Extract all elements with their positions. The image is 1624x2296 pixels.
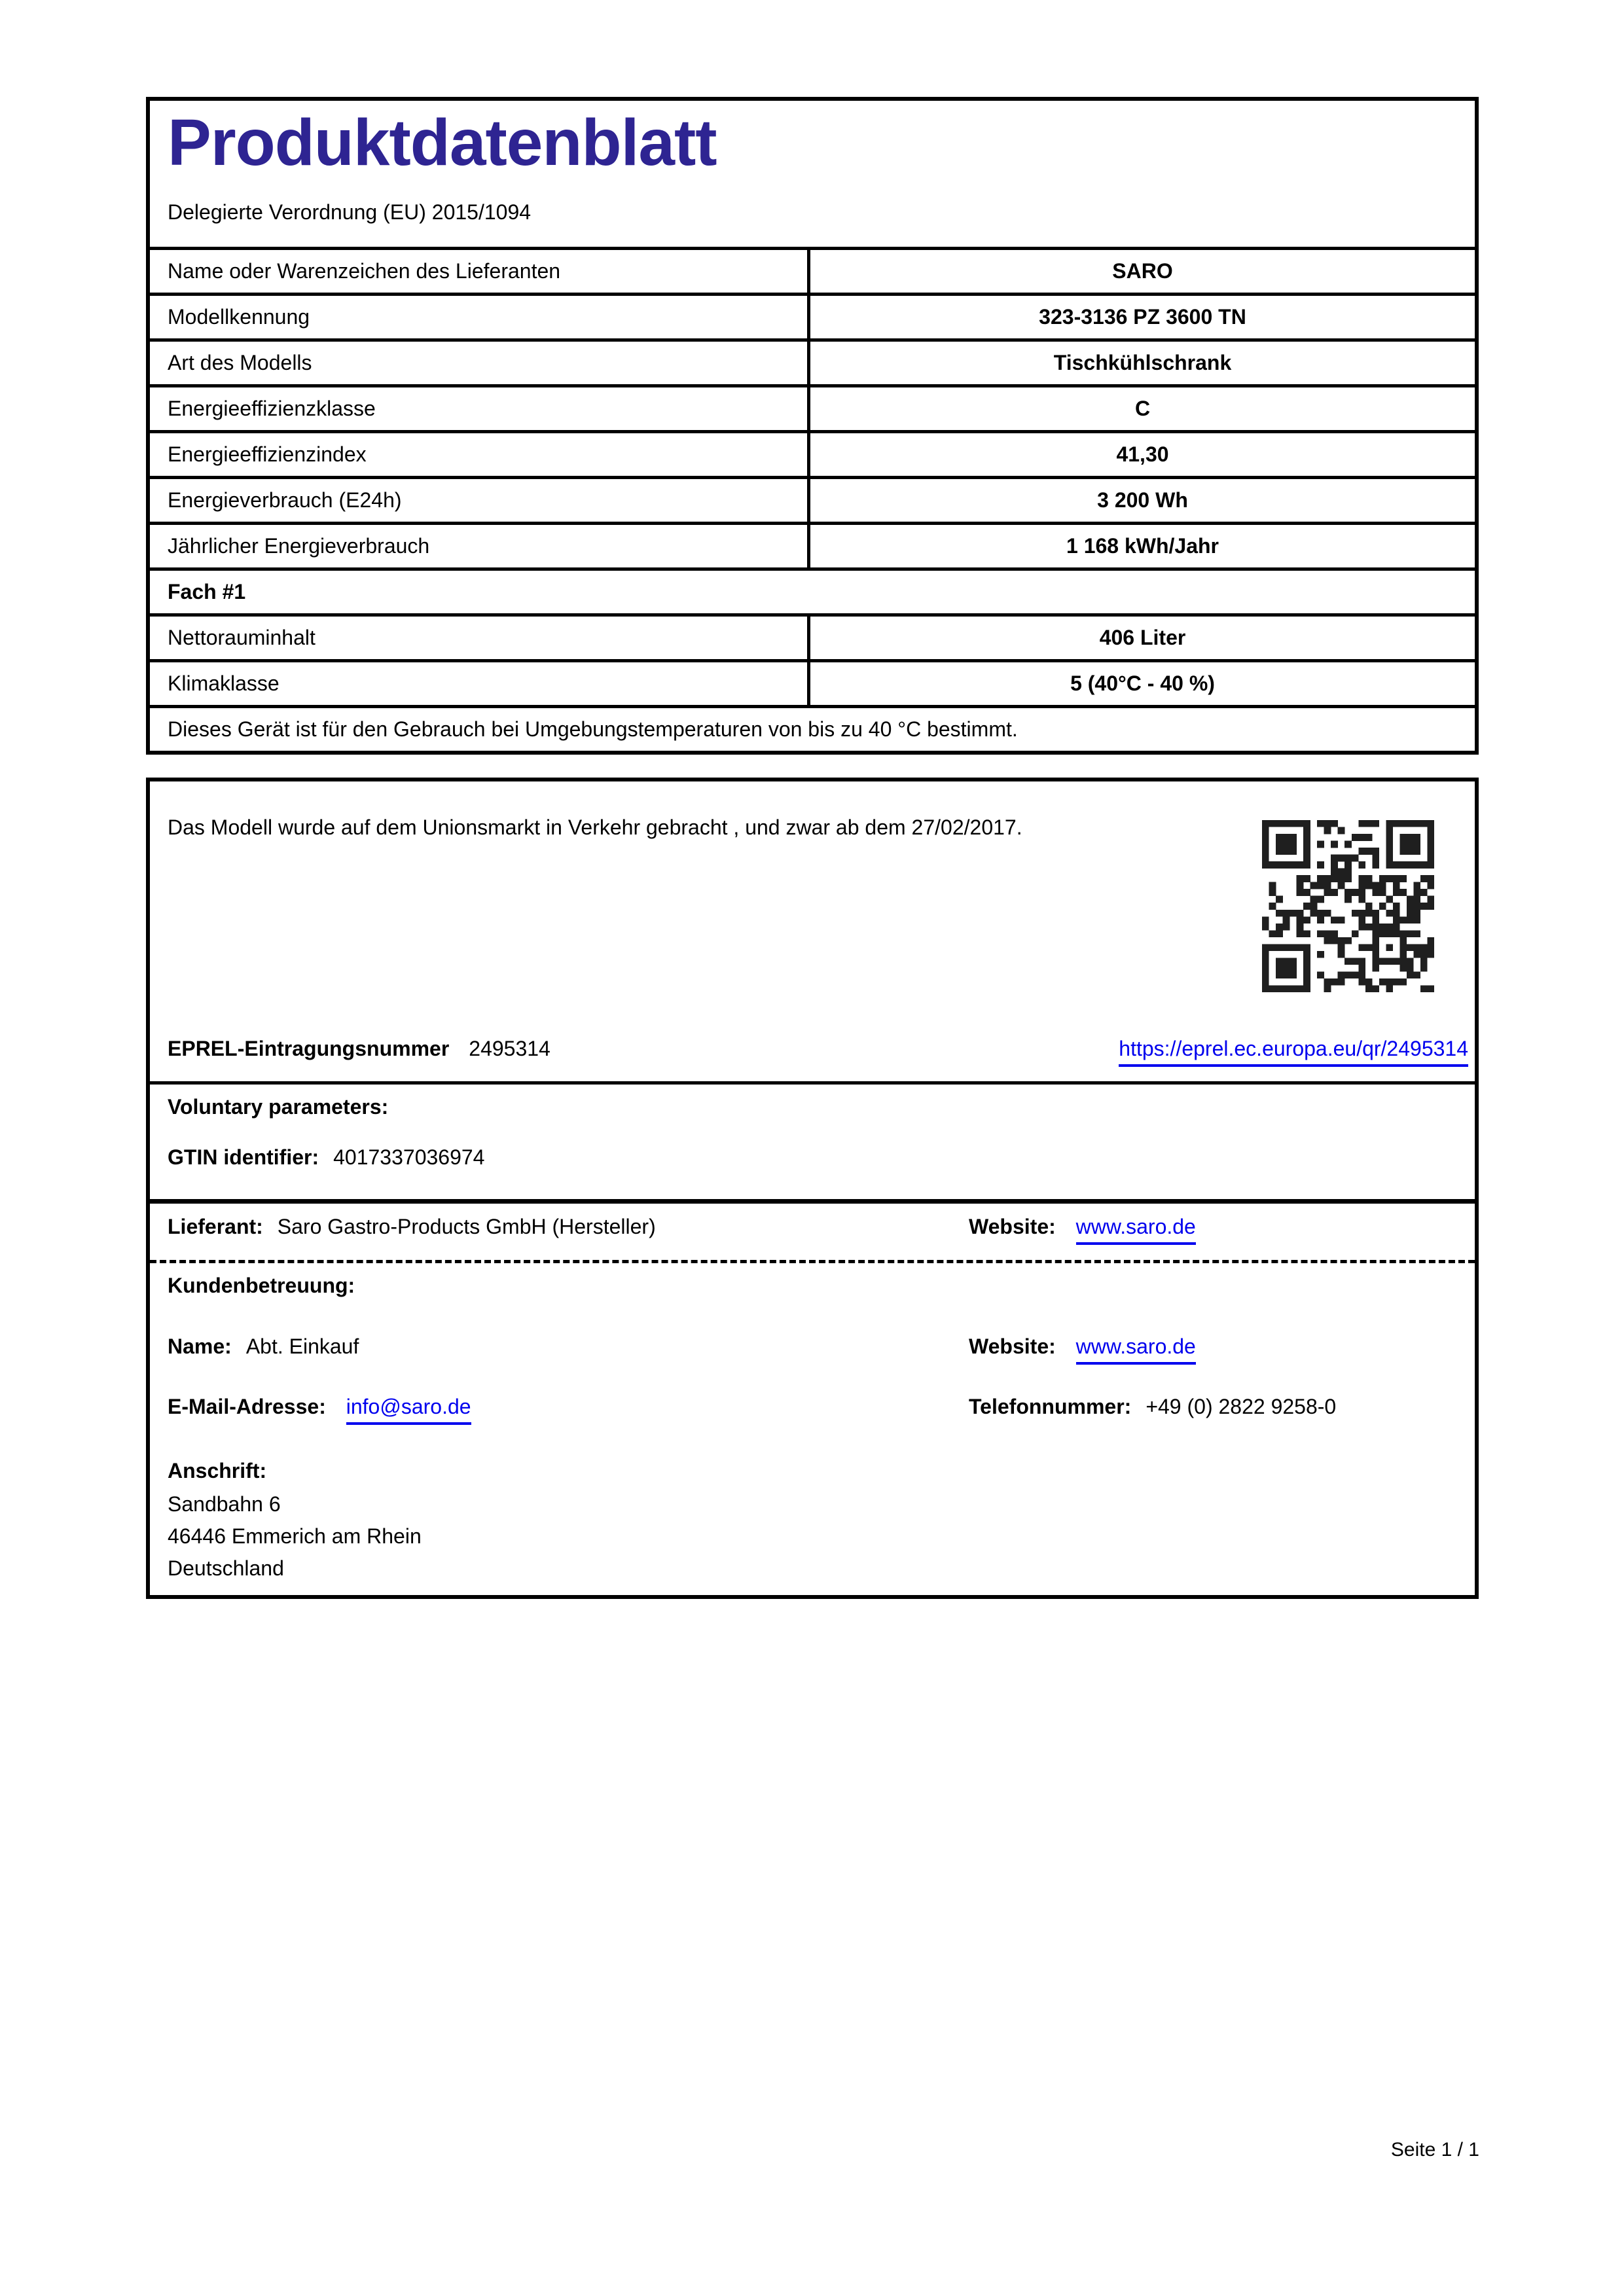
contact-phone bbox=[969, 1395, 1336, 1419]
eprel-registration bbox=[168, 1037, 550, 1061]
regulation-subtitle: Delegierte Verordnung (EU) 2015/1094 bbox=[168, 200, 532, 224]
supplier-line bbox=[168, 1215, 1457, 1239]
address-line: Sandbahn 6 bbox=[168, 1492, 281, 1516]
voluntary-heading: Voluntary parameters: bbox=[168, 1095, 389, 1119]
row-value: SARO bbox=[1112, 259, 1173, 283]
row-value: 41,30 bbox=[1116, 442, 1169, 466]
supplier-value: Saro Gastro-Products GmbH (Hersteller) bbox=[277, 1215, 656, 1238]
row-value: 3 200 Wh bbox=[1097, 488, 1188, 512]
row-value: 1 168 kWh/Jahr bbox=[1066, 534, 1219, 558]
address-block bbox=[168, 1488, 1457, 1585]
datasheet-header bbox=[150, 101, 1475, 247]
qr-code bbox=[1262, 820, 1434, 992]
address-line: Deutschland bbox=[168, 1556, 284, 1580]
row-label: Modellkennung bbox=[150, 296, 810, 338]
contact-email-row bbox=[168, 1395, 1457, 1425]
page-title: Produktdatenblatt bbox=[168, 106, 717, 179]
row-value: Tischkühlschrank bbox=[1053, 351, 1232, 374]
contact-name bbox=[168, 1335, 1457, 1359]
eprel-label: EPREL-Eintragungsnummer bbox=[168, 1037, 450, 1060]
table-row bbox=[150, 384, 1475, 430]
contact-name-row bbox=[168, 1335, 1457, 1359]
datasheet-box bbox=[146, 97, 1479, 755]
supplier-section bbox=[150, 1204, 1475, 1263]
market-section bbox=[150, 781, 1475, 1085]
row-label: Name oder Warenzeichen des Lieferanten bbox=[150, 250, 810, 293]
website-label: Website: bbox=[969, 1215, 1056, 1238]
address-line: 46446 Emmerich am Rhein bbox=[168, 1524, 422, 1548]
table-row bbox=[150, 476, 1475, 522]
gtin-label: GTIN identifier: bbox=[168, 1145, 319, 1169]
row-value: C bbox=[1134, 397, 1151, 420]
gtin-value: 4017337036974 bbox=[333, 1145, 485, 1169]
supplier-website bbox=[969, 1215, 1196, 1245]
table-row bbox=[150, 247, 1475, 293]
compartment-section-header: Fach #1 bbox=[150, 567, 1475, 613]
table-row bbox=[150, 430, 1475, 476]
row-label: Energieeffizienzklasse bbox=[150, 387, 810, 430]
name-value: Abt. Einkauf bbox=[245, 1335, 359, 1358]
voluntary-section bbox=[150, 1085, 1475, 1204]
gtin-line bbox=[168, 1145, 1457, 1170]
table-row bbox=[150, 613, 1475, 659]
ambient-temperature-note: Dieses Gerät ist für den Gebrauch bei Umgebungstemperaturen von bis zu 40 °C bestimmt. bbox=[150, 705, 1475, 751]
customer-service-heading: Kundenbetreuung: bbox=[168, 1274, 355, 1297]
phone-value: +49 (0) 2822 9258-0 bbox=[1146, 1395, 1337, 1418]
email-link[interactable]: info@saro.de bbox=[346, 1395, 471, 1425]
eprel-contact-box bbox=[146, 778, 1479, 1599]
eprel-link[interactable]: https://eprel.ec.europa.eu/qr/2495314 bbox=[1119, 1037, 1468, 1067]
table-row bbox=[150, 522, 1475, 567]
row-label: Art des Modells bbox=[150, 342, 810, 384]
customer-service-section bbox=[150, 1263, 1475, 1595]
table-row bbox=[150, 338, 1475, 384]
website-label: Website: bbox=[969, 1335, 1056, 1358]
contact-website bbox=[969, 1335, 1196, 1365]
supplier-label: Lieferant: bbox=[168, 1215, 263, 1238]
phone-label: Telefonnummer: bbox=[969, 1395, 1132, 1418]
name-label: Name: bbox=[168, 1335, 232, 1358]
eprel-number: 2495314 bbox=[469, 1037, 550, 1060]
row-value: 406 Liter bbox=[1099, 626, 1186, 649]
website-link[interactable]: www.saro.de bbox=[1076, 1215, 1196, 1245]
market-placement-text: Das Modell wurde auf dem Unionsmarkt in Verkehr gebracht , und zwar ab dem 27/02/2017. bbox=[168, 816, 1022, 839]
row-label: Nettorauminhalt bbox=[150, 617, 810, 659]
eprel-row bbox=[168, 1037, 1468, 1067]
page-number: Seite 1 / 1 bbox=[1390, 2139, 1479, 2161]
row-label: Energieeffizienzindex bbox=[150, 433, 810, 476]
address-heading: Anschrift: bbox=[168, 1459, 267, 1482]
row-value: 5 (40°C - 40 %) bbox=[1070, 672, 1215, 695]
website-link[interactable]: www.saro.de bbox=[1076, 1335, 1196, 1365]
row-value: 323-3136 PZ 3600 TN bbox=[1039, 305, 1246, 329]
row-label: Energieverbrauch (E24h) bbox=[150, 479, 810, 522]
row-label: Jährlicher Energieverbrauch bbox=[150, 525, 810, 567]
email-label: E-Mail-Adresse: bbox=[168, 1395, 326, 1418]
table-row bbox=[150, 293, 1475, 338]
row-label: Klimaklasse bbox=[150, 662, 810, 705]
table-row bbox=[150, 659, 1475, 705]
